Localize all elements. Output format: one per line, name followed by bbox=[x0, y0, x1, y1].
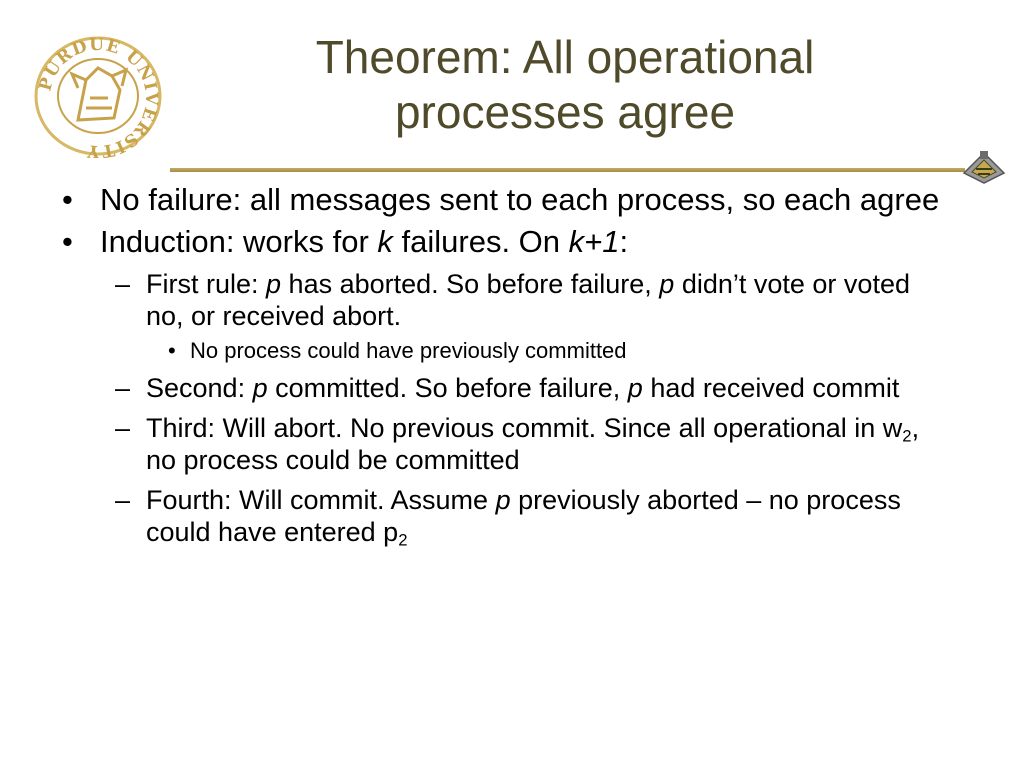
bullet-induction bbox=[0, 224, 1024, 260]
italic-p: p bbox=[266, 269, 282, 299]
subscript: 2 bbox=[398, 530, 408, 550]
bullet-no-failure bbox=[0, 182, 1024, 218]
slide-title bbox=[205, 30, 925, 140]
dash-marker: – bbox=[115, 413, 131, 443]
text-segment: has aborted. So before failure, bbox=[281, 269, 660, 299]
subbullet-second bbox=[0, 372, 1024, 404]
text-segment: Third: Will abort. No previous commit. Since all operational in w bbox=[146, 413, 903, 443]
bullet-marker: • bbox=[62, 182, 73, 217]
text-segment: failures. On bbox=[392, 224, 569, 259]
title-divider bbox=[170, 168, 965, 172]
italic-p: p bbox=[252, 373, 268, 403]
text-segment: didn’t vote or voted no, or received abort. bbox=[146, 269, 910, 331]
italic-k-plus-1: k+1 bbox=[568, 224, 620, 259]
text-segment: , no process could be committed bbox=[146, 413, 920, 475]
text-segment: previously aborted – no process could have entered p bbox=[146, 485, 901, 547]
text-segment: had received commit bbox=[642, 373, 900, 403]
subsubbullet-no-commit bbox=[0, 338, 1024, 364]
dash-marker: – bbox=[115, 485, 131, 515]
dash-marker: – bbox=[115, 269, 131, 299]
text-segment: committed. So before failure, bbox=[267, 373, 628, 403]
italic-p: p bbox=[495, 485, 511, 515]
dash-marker: – bbox=[115, 373, 131, 403]
subbullet-first-rule bbox=[0, 268, 1024, 332]
bullet-text: No failure: all messages sent to each process, so each agree bbox=[100, 182, 940, 217]
text-segment: Induction: works for bbox=[100, 224, 378, 259]
text-segment: First rule: bbox=[146, 269, 267, 299]
italic-k: k bbox=[377, 224, 393, 259]
bullet-marker: • bbox=[168, 338, 176, 363]
text-segment: Second: bbox=[146, 373, 253, 403]
svg-text:PURDUE UNIVERSITY: PURDUE UNIVERSITY bbox=[35, 34, 162, 158]
text-segment: : bbox=[619, 224, 629, 259]
subbullet-fourth bbox=[0, 484, 1024, 548]
italic-p: p bbox=[659, 269, 675, 299]
title-line-1: Theorem: All operational bbox=[315, 31, 815, 83]
bullet-marker: • bbox=[62, 224, 73, 259]
subbullet-third bbox=[0, 412, 1024, 476]
title-line-2: processes agree bbox=[394, 86, 736, 138]
university-seal-icon bbox=[28, 28, 168, 158]
subscript: 2 bbox=[902, 426, 912, 446]
slide-body bbox=[0, 176, 1024, 548]
bullet-text: No process could have previously committed bbox=[190, 338, 627, 363]
italic-p: p bbox=[627, 373, 643, 403]
text-segment: Fourth: Will commit. Assume bbox=[146, 485, 496, 515]
